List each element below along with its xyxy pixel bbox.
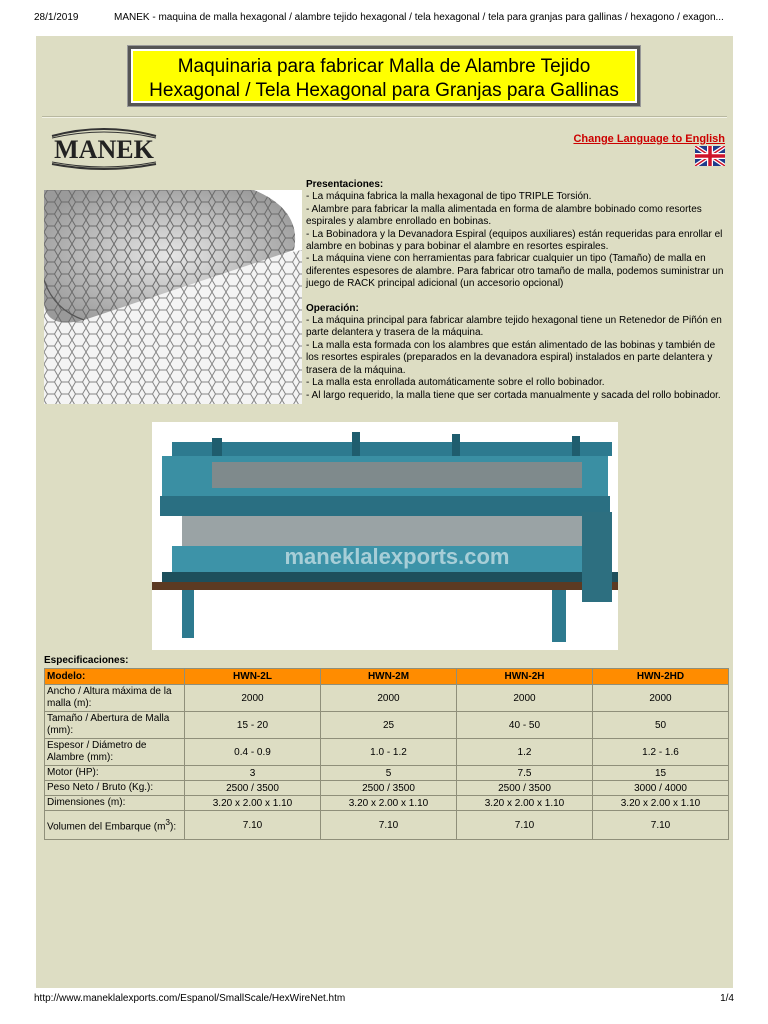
divider xyxy=(42,116,727,118)
operacion-item: - Al largo requerido, la malla tiene que ser cortada manualmente y sacada del rollo bobinador. xyxy=(306,389,721,401)
print-footer xyxy=(34,993,734,1007)
table-cell: 1.2 - 1.6 xyxy=(593,739,729,766)
presentaciones-item: - Alambre para fabricar la malla alimentada en forma de alambre bobinado como resortes espirales y alambre enrollado en bobinas. xyxy=(306,203,702,228)
table-row xyxy=(45,739,729,766)
table-row xyxy=(45,712,729,739)
table-cell: 3.20 x 2.00 x 1.10 xyxy=(185,796,321,811)
print-date: 28/1/2019 xyxy=(34,12,79,23)
table-cell: 2500 / 3500 xyxy=(185,781,321,796)
header-hwn-2h: HWN-2H xyxy=(457,669,593,685)
table-cell: 3000 / 4000 xyxy=(593,781,729,796)
table-row xyxy=(45,781,729,796)
table-row xyxy=(45,766,729,781)
specs-table xyxy=(44,668,729,840)
table-cell: 7.10 xyxy=(321,811,457,840)
operacion-item: - La máquina principal para fabricar alambre tejido hexagonal tiene un Retenedor de Piñón en parte delantera y trasera de la máquina. xyxy=(306,315,722,339)
row-label-suffix: ): xyxy=(170,821,177,833)
row-label: Peso Neto / Bruto (Kg.): xyxy=(45,781,185,796)
presentaciones-heading: Presentaciones: xyxy=(306,179,384,190)
operacion-heading: Operación: xyxy=(306,302,359,314)
presentaciones-item: - La máquina fabrica la malla hexagonal de tipo TRIPLE Torsión. xyxy=(306,191,592,203)
hexagonal-mesh-roll-photo xyxy=(44,190,302,404)
description-text xyxy=(306,179,726,402)
manek-logo xyxy=(44,124,164,174)
table-cell: 7.10 xyxy=(457,811,593,840)
table-cell: 3 xyxy=(185,766,321,781)
table-cell: 7.10 xyxy=(185,811,321,840)
table-cell: 1.2 xyxy=(457,739,593,766)
header-hwn-2m: HWN-2M xyxy=(321,669,457,685)
print-url: http://www.maneklalexports.com/Espanol/SmallScale/HexWireNet.htm xyxy=(34,993,346,1004)
table-cell: 15 - 20 xyxy=(185,712,321,739)
table-row xyxy=(45,685,729,712)
table-cell: 7.5 xyxy=(457,766,593,781)
logo-text: MANEK xyxy=(54,135,154,164)
table-cell: 40 - 50 xyxy=(457,712,593,739)
print-page-title: MANEK - maquina de malla hexagonal / alambre tejido hexagonal / tela hexagonal / tela para granjas para gallinas / hexagono / exagon... xyxy=(114,12,724,23)
table-row xyxy=(45,811,729,840)
row-label-text: Volumen del Embarque (m xyxy=(47,821,166,833)
table-cell: 3.20 x 2.00 x 1.10 xyxy=(457,796,593,811)
operacion-item: - La malla esta formada con los alambres que están alimentado de las bobinas y también de los resortes espirales (preparados en la devanadora espiral) instalados en parte delantera y trasera de la máquina. xyxy=(306,339,716,376)
row-label-sup: 3 xyxy=(165,817,171,828)
row-label: Ancho / Altura máxima de la malla (m): xyxy=(45,685,185,712)
presentaciones-item: - La máquina viene con herramientas para fabricar cualquier un tipo (Tamaño) de malla en diferentes espesores de alambre. Para fabricar otro tamaño de malla, podemos suministrar un juego de RACK principal adicional (un accesorio opcional) xyxy=(306,253,724,290)
table-cell: 15 xyxy=(593,766,729,781)
title-banner xyxy=(128,46,640,106)
machine-photo xyxy=(152,422,618,650)
page-number: 1/4 xyxy=(720,993,734,1004)
table-cell: 2000 xyxy=(593,685,729,712)
table-row xyxy=(45,796,729,811)
banner-line-1: Maquinaria para fabricar Malla de Alambre Tejido xyxy=(177,56,591,77)
uk-flag-icon[interactable] xyxy=(695,146,725,166)
specs-header-row xyxy=(45,669,729,685)
specs-title: Especificaciones: xyxy=(44,655,129,666)
table-cell: 25 xyxy=(321,712,457,739)
table-cell: 2500 / 3500 xyxy=(457,781,593,796)
table-cell: 2000 xyxy=(457,685,593,712)
row-label: Dimensiones (m): xyxy=(45,796,185,811)
table-cell: 2000 xyxy=(185,685,321,712)
table-cell: 5 xyxy=(321,766,457,781)
change-language-link[interactable]: Change Language to English xyxy=(573,133,725,145)
header-hwn-2hd: HWN-2HD xyxy=(593,669,729,685)
page-content xyxy=(36,36,733,988)
table-cell: 3.20 x 2.00 x 1.10 xyxy=(321,796,457,811)
watermark: maneklalexports.com xyxy=(284,544,510,569)
presentaciones-item: - La Bobinadora y la Devanadora Espiral (equipos auxiliares) están requeridas para enrollar el alambre en bobinas y para bobinar el alambre en resortes espirales. xyxy=(306,228,723,253)
row-label: Espesor / Diámetro de Alambre (mm): xyxy=(45,739,185,766)
table-cell: 7.10 xyxy=(593,811,729,840)
table-cell: 3.20 x 2.00 x 1.10 xyxy=(593,796,729,811)
print-header xyxy=(34,12,734,26)
table-cell: 0.4 - 0.9 xyxy=(185,739,321,766)
operacion-item: - La malla esta enrollada automáticamente sobre el rollo bobinador. xyxy=(306,377,605,389)
row-label: Tamaño / Abertura de Malla (mm): xyxy=(45,712,185,739)
banner-line-2: Hexagonal / Tela Hexagonal para Granjas para Gallinas xyxy=(149,80,619,101)
header-hwn-2l: HWN-2L xyxy=(185,669,321,685)
table-cell: 2500 / 3500 xyxy=(321,781,457,796)
row-label xyxy=(45,811,185,840)
table-cell: 1.0 - 1.2 xyxy=(321,739,457,766)
table-cell: 50 xyxy=(593,712,729,739)
row-label: Motor (HP): xyxy=(45,766,185,781)
header-model: Modelo: xyxy=(45,669,185,685)
table-cell: 2000 xyxy=(321,685,457,712)
